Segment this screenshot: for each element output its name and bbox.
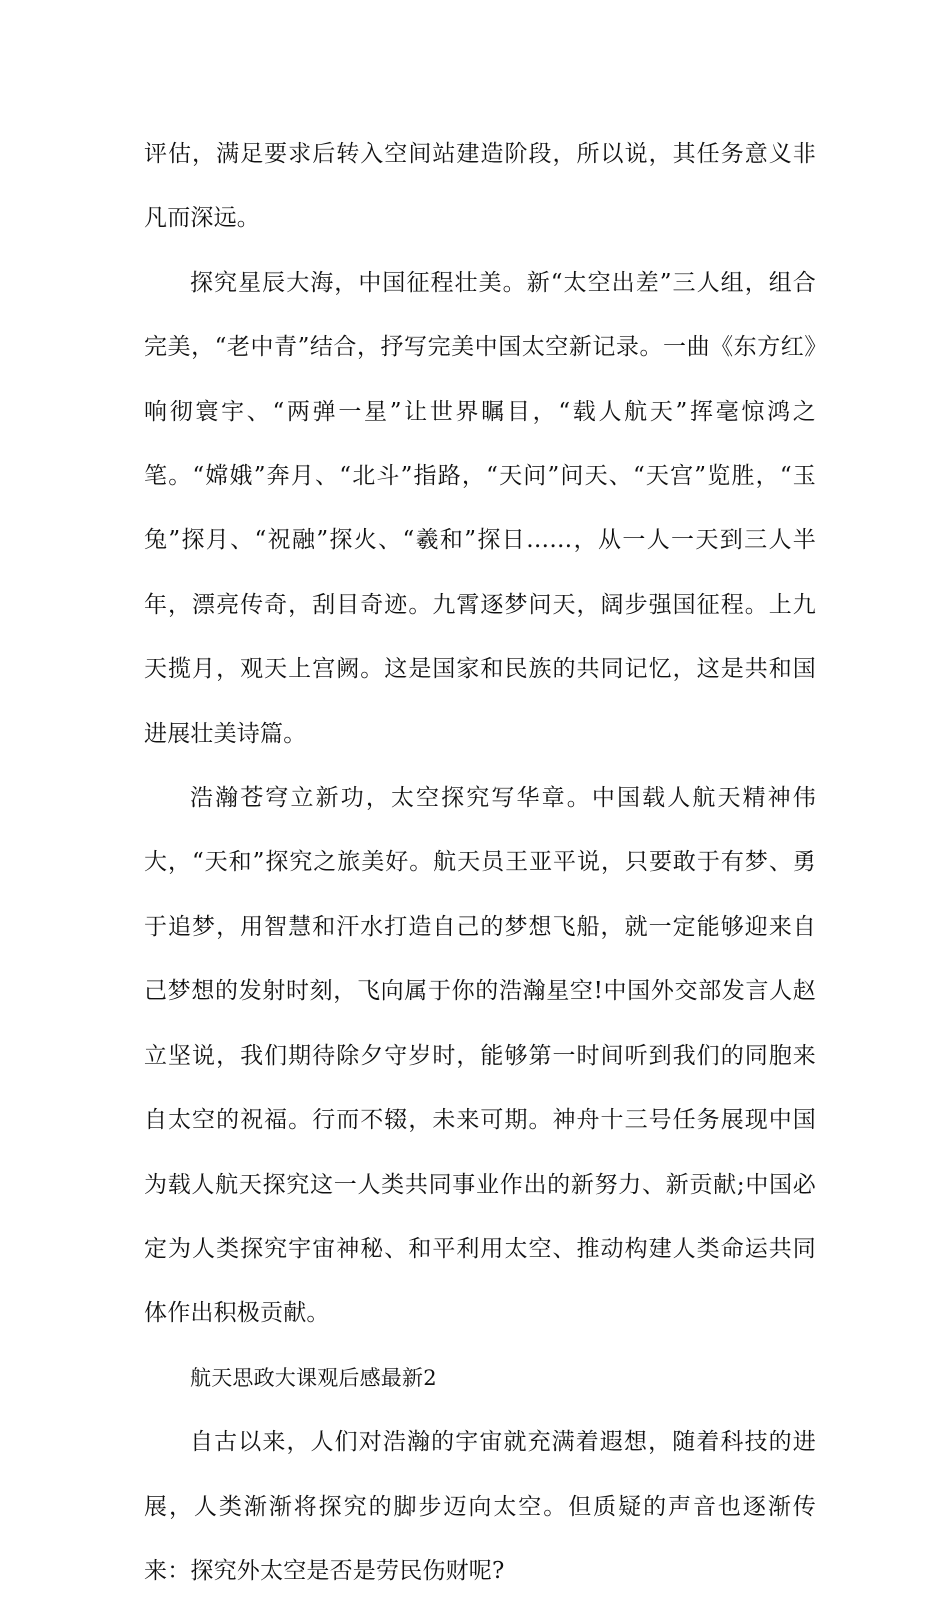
paragraph-1: 评估，满足要求后转入空间站建造阶段，所以说，其任务意义非凡而深远。 (144, 141, 816, 232)
document-body (144, 122, 816, 1603)
section-heading: 航天思政大课观后感最新2 (190, 1365, 437, 1390)
paragraph-4: 自古以来，人们对浩瀚的宇宙就充满着遐想，随着科技的进展，人类渐渐将探究的脚步迈向太空。但质疑的声音也逐渐传来：探究外太空是否是劳民伤财呢? (144, 1429, 816, 1584)
paragraph-2: 探究星辰大海，中国征程壮美。新“太空出差”三人组，组合完美，“老中青”结合，抒写完美中国太空新记录。一曲《东方红》响彻寰宇、“两弹一星”让世界瞩目，“载人航天”挥毫惊鸿之笔。“嫦娥”奔月、“北斗”指路，“天问”问天、“天宫”览胜，“玉兔”探月、“祝融”探火、“羲和”探日……，从一人一天到三人半年，漂亮传奇，刮目奇迹。九霄逐梦问天，阔步强国征程。上九天揽月，观天上宫阙。这是国家和民族的共同记忆，这是共和国进展壮美诗篇。 (144, 269, 816, 747)
paragraph-3: 浩瀚苍穹立新功，太空探究写华章。中国载人航天精神伟大，“天和”探究之旅美好。航天员王亚平说，只要敢于有梦、勇于追梦，用智慧和汗水打造自己的梦想飞船，就一定能够迎来自己梦想的发射时刻，飞向属于你的浩瀚星空!中国外交部发言人赵立坚说，我们期待除夕守岁时，能够第一时间听到我们的同胞来自太空的祝福。行而不辍，未来可期。神舟十三号任务展现中国为载人航天探究这一人类共同事业作出的新努力、新贡献;中国必定为人类探究宇宙神秘、和平利用太空、推动构建人类命运共同体作出积极贡献。 (144, 785, 816, 1327)
